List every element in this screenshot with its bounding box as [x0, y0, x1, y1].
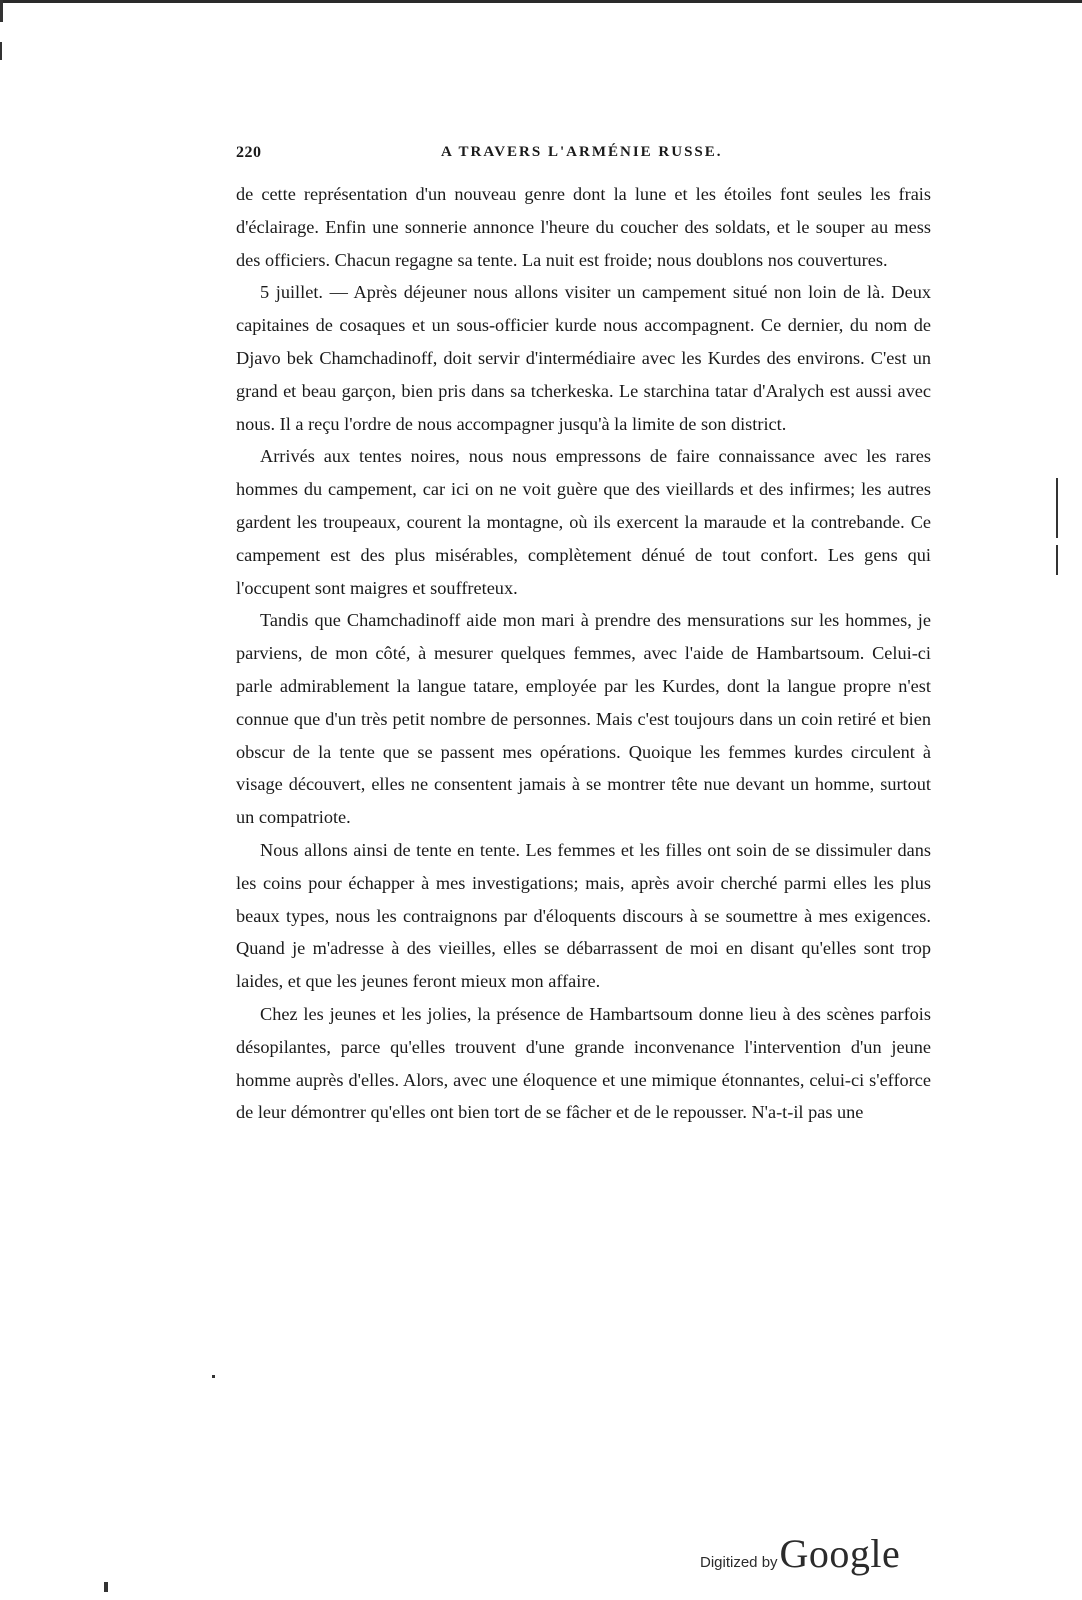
scan-speck	[212, 1375, 215, 1378]
scan-speck	[104, 1582, 108, 1592]
paragraph: Nous allons ainsi de tente en tente. Les femmes et les filles ont soin de se dissimuler dans les coins pour échapper à mes investigations; mais, après avoir cherché parmi elles les plus beaux types, nous les contraignons par d'éloquents discours à se soumettre à mes exigences. Quand je m'adresse à des vieilles, elles se débarrassent de moi en disant qu'elles sont trop laides, et que les jeunes feront mieux mon affaire.	[236, 839, 931, 992]
running-head: A TRAVERS L'ARMÉNIE RUSSE.	[441, 144, 723, 160]
scan-edge-mark	[1056, 545, 1058, 575]
paragraph: 5 juillet. — Après déjeuner nous allons visiter un campement situé non loin de là. Deux capitaines de cosaques et un sous-officier kurde nous accompagnent. Ce dernier, du nom de Djavo bek Chamchadinoff, doit servir d'intermédiaire avec les Kurdes des environs. C'est un grand et beau garçon, bien pris dans sa tcherkeska. Le starchina tatar d'Aralych est aussi avec nous. Il a reçu l'ordre de nous accompagner jusqu'à la limite de son district.	[236, 282, 931, 434]
page-header	[236, 140, 936, 164]
page-number: 220	[236, 144, 262, 161]
paragraph: Chez les jeunes et les jolies, la présence de Hambartsoum donne lieu à des scènes parfois désopilantes, parce qu'elles trouvent d'une grande inconvenance l'intervention d'un jeune homme auprès d'elles. Alors, avec une éloquence et une mimique étonnantes, celui-ci s'efforce de leur démontrer qu'elles ont bien tort de se fâcher et de le repousser. N'a-t-il pas une	[236, 1003, 931, 1123]
scan-edge-mark	[1056, 478, 1058, 538]
google-logo: Google	[779, 1531, 901, 1576]
scan-top-border	[0, 0, 1082, 5]
google-watermark	[700, 1530, 900, 1580]
paragraph: Tandis que Chamchadinoff aide mon mari à prendre des mensurations sur les hommes, je parviens, de mon côté, à mesurer quelques femmes, avec l'aide de Hambartsoum. Celui-ci parle admirablement la langue tatare, employée par les Kurdes, dont la langue propre n'est connue que d'un très petit nombre de personnes. Mais c'est toujours dans un coin retiré et bien obscur de la tente que se passent mes opérations. Quoique les femmes kurdes circulent à visage découvert, elles ne consentent jamais à se montrer tête nue devant un homme, surtout un compatriote.	[236, 610, 931, 828]
scan-edge-mark	[0, 42, 2, 60]
body-text	[236, 178, 931, 1129]
paragraph: Arrivés aux tentes noires, nous nous empressons de faire connaissance avec les rares hommes du campement, car ici on ne voit guère que des vieillards et des infirmes; les autres gardent les troupeaux, courent la montagne, où ils exercent la maraude et la contrebande. Ce campement est des plus misérables, complètement dénué de tout confort. Les gens qui l'occupent sont maigres et souffreteux.	[236, 446, 931, 598]
digitized-by-label: Digitized by	[700, 1554, 778, 1571]
scan-edge-mark	[0, 0, 3, 22]
paragraph: de cette représentation d'un nouveau genre dont la lune et les étoiles font seules les frais d'éclairage. Enfin une sonnerie annonce l'heure du coucher des soldats, et le souper au mess des officiers. Chacun regagne sa tente. La nuit est froide; nous doublons nos couvertures.	[236, 184, 931, 270]
